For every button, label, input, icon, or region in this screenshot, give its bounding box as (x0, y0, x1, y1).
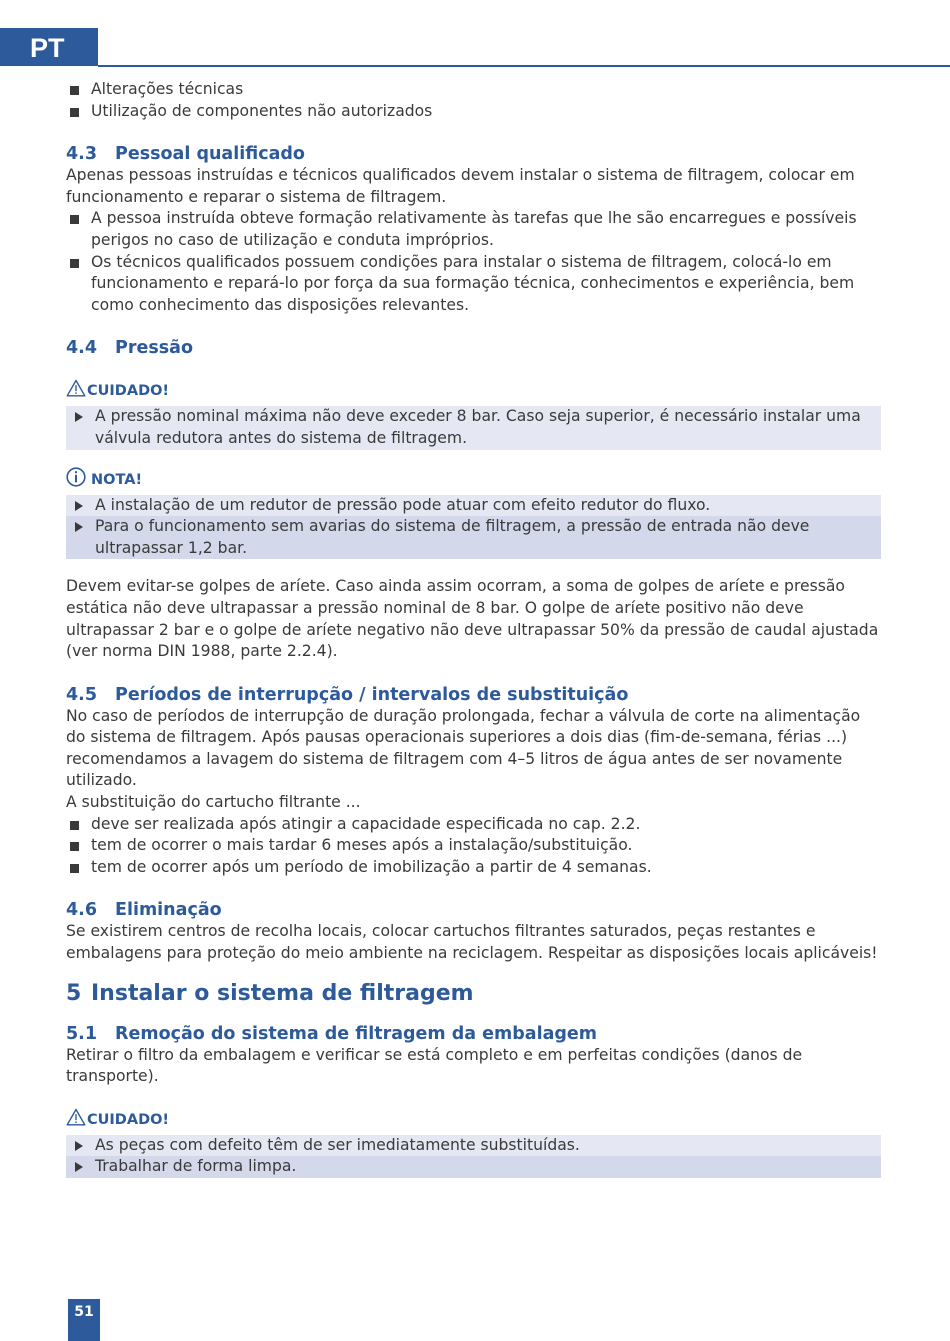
chapter-title: Instalar o sistema de filtragem (91, 980, 474, 1006)
section-heading-4-5 (66, 684, 881, 706)
section-title: Eliminação (115, 900, 222, 921)
warning-triangle-icon (66, 1108, 87, 1132)
section-heading-5-1 (66, 1023, 881, 1045)
note-box (66, 495, 881, 560)
caution-heading (66, 379, 881, 403)
note-item: Para o funcionamento sem avarias do sistema de filtragem, a pressão de entrada não deve ultrapassar 1,2 bar. (66, 516, 881, 559)
bullet-list (66, 79, 881, 122)
list-item: tem de ocorrer o mais tardar 6 meses após a instalação/substituição. (66, 835, 881, 857)
section-title: Remoção do sistema de filtragem da embalagem (115, 1023, 598, 1044)
chapter-heading-5 (66, 980, 881, 1008)
warning-triangle-icon (66, 379, 87, 403)
list-item: deve ser realizada após atingir a capacidade especificada no cap. 2.2. (66, 814, 881, 836)
caution-item: As peças com defeito têm de ser imediatamente substituídas. (66, 1135, 881, 1157)
section-number: 4.3 (66, 144, 98, 165)
list-item: Alterações técnicas (66, 79, 881, 101)
page-number: 51 (68, 1299, 100, 1341)
paragraph: Apenas pessoas instruídas e técnicos qualificados devem instalar o sistema de filtragem, colocar em funcionamento e reparar o sistema de filtragem. (66, 166, 855, 206)
paragraph: Retirar o filtro da embalagem e verificar se está completo e em perfeitas condições (danos de transporte). (66, 1045, 803, 1086)
chapter-number: 5 (66, 980, 82, 1006)
list-item: tem de ocorrer após um período de imobilização a partir de 4 semanas. (66, 857, 881, 879)
section-number: 4.6 (66, 900, 98, 921)
list-item: Utilização de componentes não autorizados (66, 101, 881, 123)
paragraph: Se existirem centros de recolha locais, colocar cartuchos filtrantes saturados, peças restantes e embalagens para proteção do meio ambiente na reciclagem. Respeitar as disposições locais aplicáveis! (66, 922, 878, 963)
section-heading-4-6 (66, 899, 881, 921)
language-tab: PT (0, 28, 98, 66)
note-item: A instalação de um redutor de pressão pode atuar com efeito redutor do fluxo. (66, 495, 881, 517)
bullet-list (66, 208, 881, 316)
section-title: Pressão (115, 338, 193, 359)
list-item: A pessoa instruída obteve formação relativamente às tarefas que lhe são encarregues e possíveis perigos no caso de utilização e conduta impróprios. (66, 208, 881, 251)
paragraph: Devem evitar-se golpes de aríete. Caso ainda assim ocorram, a soma de golpes de aríete e pressão estática não deve ultrapassar a pressão nominal de 8 bar. O golpe de aríete positivo não deve ultrapassar 2 bar e o golpe de aríete negativo não deve ultrapassar 50% da pressão de caudal ajustada (ver norma DIN 1988, parte 2.2.4). (66, 577, 879, 661)
section-number: 5.1 (66, 1023, 98, 1044)
section-heading-4-3 (66, 143, 881, 165)
page-content (66, 79, 881, 1178)
caution-item: Trabalhar de forma limpa. (66, 1156, 881, 1178)
list-item: Os técnicos qualificados possuem condições para instalar o sistema de filtragem, colocá-lo em funcionamento e repará-lo por força da sua formação técnica, conhecimentos e experiência, bem como conhecimento das disposições relevantes. (66, 252, 881, 317)
info-circle-icon (66, 467, 91, 493)
caution-label: CUIDADO! (87, 1111, 170, 1128)
section-title: Períodos de interrupção / intervalos de substituição (115, 684, 629, 705)
paragraph: No caso de períodos de interrupção de duração prolongada, fechar a válvula de corte na alimentação do sistema de filtragem. Após pausas operacionais superiores a dois dias (fim-de-semana, férias ...) recomendamos a lavagem do sistema de filtragem com 4–5 litros de água antes de ser novamente utilizado. (66, 706, 861, 790)
caution-box (66, 1135, 881, 1178)
caution-item: A pressão nominal máxima não deve exceder 8 bar. Caso seja superior, é necessário instalar uma válvula redutora antes do sistema de filtragem. (66, 406, 881, 449)
note-heading (66, 467, 881, 493)
bullet-list (66, 814, 881, 879)
section-heading-4-4 (66, 337, 881, 359)
header-rule (98, 65, 950, 67)
section-title: Pessoal qualificado (115, 144, 305, 165)
note-label: NOTA! (91, 471, 143, 488)
paragraph: A substituição do cartucho filtrante ... (66, 793, 361, 812)
caution-box (66, 406, 881, 449)
section-number: 4.4 (66, 338, 98, 359)
caution-heading (66, 1108, 881, 1132)
caution-label: CUIDADO! (87, 383, 170, 400)
section-number: 4.5 (66, 684, 98, 705)
